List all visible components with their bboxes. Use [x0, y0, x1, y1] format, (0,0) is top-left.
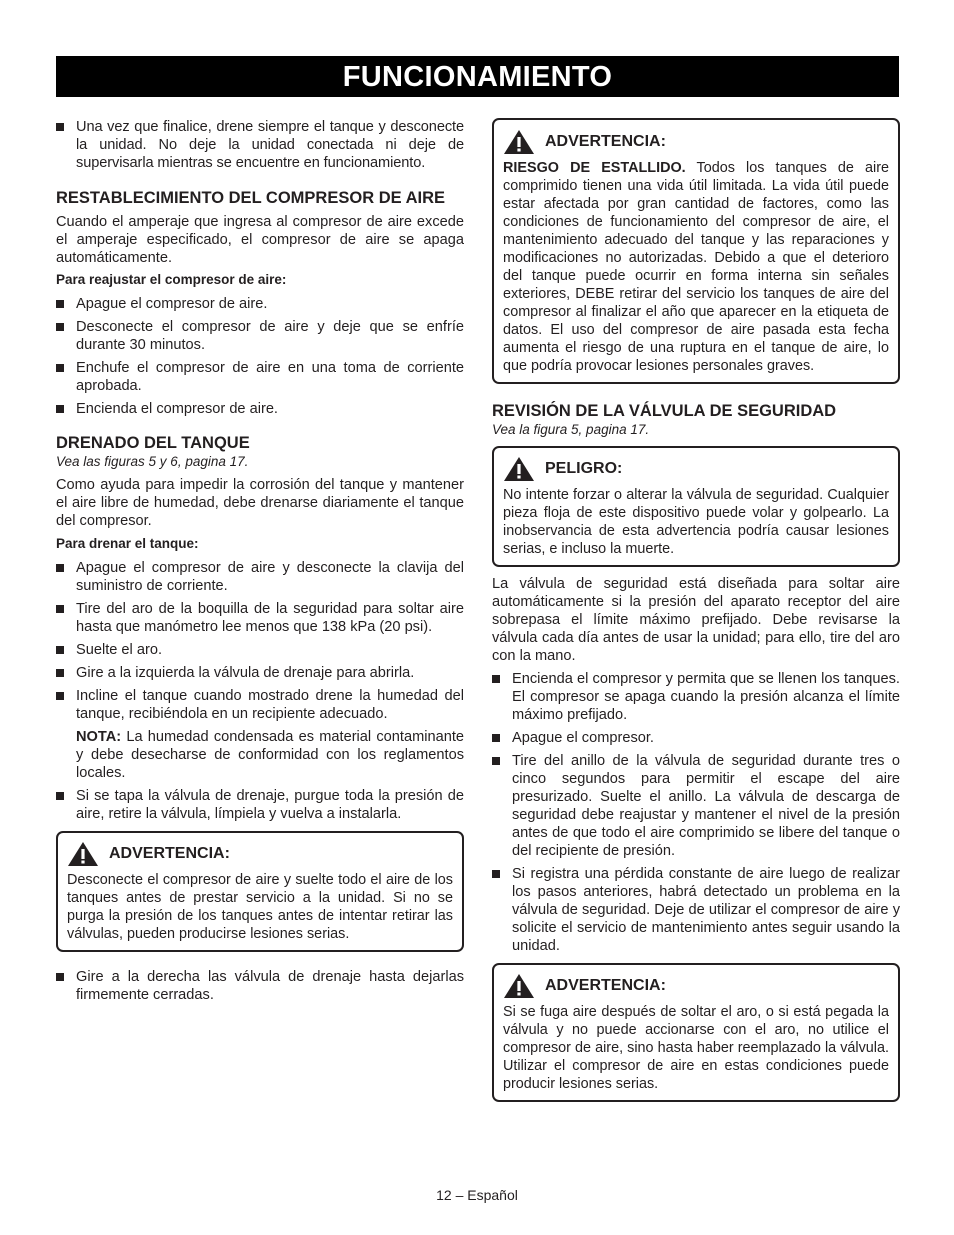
- warning-title: ADVERTENCIA:: [545, 977, 666, 994]
- note-text: La humedad condensada es material contaminante y debe desecharse de conformidad con los reglamentos locales.: [76, 729, 464, 781]
- warning-triangle-icon: [503, 456, 535, 482]
- valve-heading: REVISIÓN DE LA VÁLVULA DE SEGURIDAD: [492, 402, 837, 420]
- drain-step: Si se tapa la válvula de drenaje, purgue toda la presión de aire, retire la válvula, límpiela y vuelva a instalarla.: [56, 787, 464, 823]
- drain-heading: DRENADO DEL TANQUE: [56, 434, 250, 452]
- warning-title: ADVERTENCIA:: [109, 845, 230, 862]
- danger-text: No intente forzar o alterar la válvula de seguridad. Cualquier pieza floja de este dispositivo puede volar y golpearlo. La inobservancia de esta advertencia podría causar lesiones serias, e incluso la muerte.: [503, 487, 889, 557]
- drain-note: [56, 728, 464, 782]
- valve-body: La válvula de seguridad está diseñada para soltar aire automáticamente si la presión del aparato receptor del aire sobrepasa el límite máximo prefijado. Debe revisarse la válvula cada día antes de usar la unidad; para ello, tire del aro con la mano.: [492, 576, 900, 664]
- warning-box-valve: [492, 963, 900, 1102]
- page-footer: 12 – Español: [436, 1187, 518, 1203]
- drain-step: Apague el compresor de aire y desconecte la clavija del suministro de corriente.: [56, 559, 464, 595]
- warning-triangle-icon: [503, 973, 535, 999]
- warning-header: [67, 841, 453, 867]
- danger-box: [492, 446, 900, 567]
- warning-body: Todos los tanques de aire comprimido tienen una vida útil limitada. La vida útil puede estar afectada por gran cantidad de factores, como las condiciones de funcionamiento del compresor de aire, el mantenimiento adecuado del tanque y las reparaciones y modificaciones no autorizadas. Debido a que el deterioro del tanque puede ocurrir en forma interna sin señales exteriores, DEBE retirar del servicio los tanques de aire del compresor al finalizar el año que aparecer en la etiqueta de datos. El uso del compresor de aire pasada esta fecha aumenta el riesgo de una ruptura en el tanque de aire, lo que podría provocar lesiones personales graves.: [503, 160, 889, 374]
- valve-figure-ref: Vea la figura 5, pagina 17.: [492, 422, 650, 437]
- drain-figure-ref: Vea las figuras 5 y 6, pagina 17.: [56, 454, 249, 469]
- warning-box-burst: [492, 118, 900, 384]
- drain-step: Incline el tanque cuando mostrado drene la humedad del tanque, recibiéndola en un recipiente adecuado.: [56, 687, 464, 723]
- warning-triangle-icon: [67, 841, 99, 867]
- warning-title: ADVERTENCIA:: [545, 133, 666, 150]
- reset-step: Enchufe el compresor de aire en una toma de corriente aprobada.: [56, 359, 464, 395]
- warning-text: Si se fuga aire después de soltar el aro, o si está pegada la válvula y no puede accionarse con el aro, no utilice el compresor de aire, sino hasta haber reemplazado la válvula. Utilizar el compresor de aire en estas condiciones puede producir lesiones serias.: [503, 1004, 889, 1092]
- final-bullet: Gire a la derecha las válvula de drenaje hasta dejarlas firmemente cerradas.: [56, 968, 464, 1004]
- danger-title: PELIGRO:: [545, 460, 623, 477]
- reset-step: Encienda el compresor de aire.: [56, 400, 464, 418]
- warning-triangle-icon: [503, 129, 535, 155]
- drain-step: Suelte el aro.: [56, 641, 464, 659]
- reset-body: Cuando el amperaje que ingresa al compresor de aire excede el amperaje especificado, el compresor de aire se apaga automáticamente.: [56, 214, 464, 266]
- valve-step: Apague el compresor.: [492, 729, 900, 747]
- reset-step: Desconecte el compresor de aire y deje que se enfríe durante 30 minutos.: [56, 318, 464, 354]
- reset-heading: RESTABLECIMIENTO DEL COMPRESOR DE AIRE: [56, 189, 446, 207]
- left-column: [56, 118, 464, 1009]
- warning-text: Desconecte el compresor de aire y suelte todo el aire de los tanques antes de prestar servicio a la unidad. Si no se purga la presión de los tanques antes de intentar retirar las válvulas, pueden producirse lesiones serias.: [67, 872, 453, 942]
- reset-subheading: Para reajustar el compresor de aire:: [56, 272, 287, 287]
- page-title: FUNCIONAMIENTO: [56, 56, 899, 97]
- warning-lead: RIESGO DE ESTALLIDO.: [503, 160, 686, 176]
- drain-body: Como ayuda para impedir la corrosión del tanque y mantener el aire libre de humedad, debe drenarse diariamente el tanque del compresor.: [56, 477, 464, 529]
- drain-step: Gire a la izquierda la válvula de drenaje para abrirla.: [56, 664, 464, 682]
- warning-header: [503, 973, 889, 999]
- warning-box: [56, 831, 464, 952]
- right-column: [492, 118, 900, 1102]
- warning-text: [503, 159, 889, 375]
- drain-step: Tire del aro de la boquilla de la seguridad para soltar aire hasta que manómetro lee menos que 138 kPa (20 psi).: [56, 600, 464, 636]
- danger-header: [503, 456, 889, 482]
- reset-step: Apague el compresor de aire.: [56, 295, 464, 313]
- drain-subheading: Para drenar el tanque:: [56, 536, 199, 551]
- valve-step: Si registra una pérdida constante de aire luego de realizar los pasos anteriores, habrá detectado un problema en la válvula de seguridad. Deje de utilizar el compresor de aire y solicite el servicio de mantenimiento antes seguir usando la unidad.: [492, 865, 900, 955]
- note-label: NOTA:: [76, 729, 122, 745]
- warning-header: [503, 129, 889, 155]
- intro-bullet: Una vez que finalice, drene siempre el tanque y desconecte la unidad. No deje la unidad conectada ni deje de supervisarla mientras se encuentre en funcionamiento.: [56, 118, 464, 172]
- valve-step: Encienda el compresor y permita que se llenen los tanques. El compresor se apaga cuando la presión alcanza el límite máximo prefijado.: [492, 670, 900, 724]
- valve-step: Tire del anillo de la válvula de seguridad durante tres o cinco segundos para permitir el escape del aire presurizado. Suelte el anillo. La válvula de descarga de seguridad debe reajustar y mantener el nivel de la presión antes de que todo el aire comprimido se libere del tanque o del recipiente de presión.: [492, 752, 900, 860]
